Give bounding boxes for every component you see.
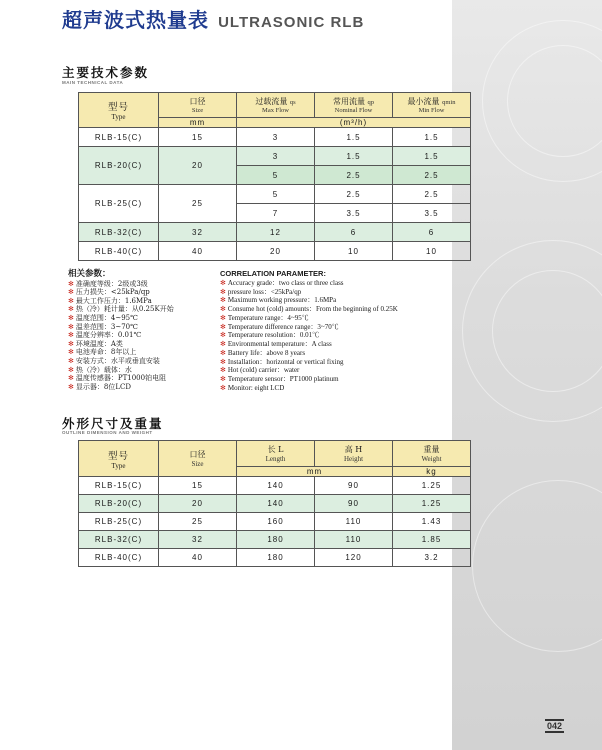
params-cn-item: ✻ 显示器：8位LCD — [68, 382, 131, 391]
table-row: RLB-40(C) 40 20 10 10 — [79, 242, 471, 261]
params-cn-item: ✻ 温度传感器：PT1000铂电阻 — [68, 374, 167, 383]
table-row: RLB-25(C) 25 160 110 1.43 — [79, 513, 471, 531]
star-bullet-icon: ✻ — [220, 375, 226, 383]
table-row: RLB-40(C) 40 180 120 3.2 — [79, 549, 471, 567]
star-bullet-icon: ✻ — [220, 366, 226, 375]
params-cn-item: ✻ 温差范围：3~70℃ — [68, 322, 138, 331]
page-title-cn: 超声波式热量表 — [62, 8, 209, 32]
page-number: 042 — [547, 721, 563, 731]
star-bullet-icon: ✻ — [68, 356, 74, 365]
params-en-title: CORRELATION PARAMETER: — [220, 269, 326, 278]
params-en-item: ✻ Temperature sensor：PT1000 platinum — [220, 375, 339, 383]
header-weight: 重量 Weight — [393, 441, 471, 467]
spec-section-subtitle: MAIN TECHNICAL DATA — [62, 80, 124, 85]
star-bullet-icon: ✻ — [220, 340, 226, 348]
header-nominal-flow: 常用流量 qp Nominal Flow — [315, 93, 393, 118]
star-bullet-icon: ✻ — [220, 296, 226, 305]
params-en-item: ✻ Consume hot (cold) amounts：From the beginning of 0.25K — [220, 305, 398, 313]
params-cn-item: ✻ 热（冷）耗计量：从0.25K开始 — [68, 305, 174, 314]
table-row: 7 3.5 3.5 — [79, 204, 471, 223]
star-bullet-icon: ✻ — [68, 374, 74, 383]
star-bullet-icon: ✻ — [220, 313, 226, 322]
page-header — [62, 4, 364, 33]
star-bullet-icon: ✻ — [220, 348, 226, 357]
table-row: RLB-15(C) 15 3 1.5 1.5 — [79, 128, 471, 147]
params-en-item: ✻ pressure loss：<25kPa/qp — [220, 287, 302, 296]
table-row: 5 2.5 2.5 — [79, 166, 471, 185]
params-cn-item: ✻ 安装方式：水平或垂直安装 — [68, 356, 160, 365]
unit-length: mm — [237, 467, 393, 477]
params-en-item: ✻ Accuracy grade：two class or three class — [220, 278, 344, 287]
params-en-item: ✻ Hot (cold) carrier：water — [220, 366, 300, 375]
header-max-flow: 过载流量 qs Max Flow — [237, 93, 315, 118]
table-row: RLB-20(C) 20 140 90 1.25 — [79, 495, 471, 513]
dim-table — [78, 440, 471, 567]
params-en-block — [220, 270, 398, 393]
params-cn-item: ✻ 最大工作压力：1.6MPa — [68, 296, 152, 305]
unit-flow: (m³/h) — [237, 118, 471, 128]
star-bullet-icon: ✻ — [68, 305, 74, 314]
table-row: RLB-20(C) 20 3 1.5 1.5 — [79, 147, 471, 166]
params-cn-item: ✻ 压力损失：<25kPa/qp — [68, 288, 150, 297]
star-bullet-icon: ✻ — [68, 313, 74, 322]
dim-section-title: 外形尺寸及重量 — [62, 416, 164, 431]
params-en-item: ✻ Temperature range：4~95℃ — [220, 313, 309, 322]
params-cn-item: ✻ 温度范围：4~95℃ — [68, 313, 138, 322]
header-model: 型号 Type — [79, 441, 159, 477]
dim-section-subtitle: OUTLINE DIMENSION AND WEIGHT — [62, 430, 153, 435]
params-cn-title: 相关参数： — [68, 269, 111, 279]
page-title-en: ULTRASONIC RLB — [218, 14, 365, 31]
star-bullet-icon: ✻ — [68, 288, 74, 297]
params-en-item: ✻ Temperature difference range：3~70℃ — [220, 322, 339, 331]
star-bullet-icon: ✻ — [68, 348, 74, 357]
header-size: 口径 Size — [159, 93, 237, 118]
params-en-item: ✻ Environmental temperature：A class — [220, 340, 332, 348]
star-bullet-icon: ✻ — [220, 331, 226, 340]
star-bullet-icon: ✻ — [220, 322, 226, 331]
star-bullet-icon: ✻ — [68, 365, 74, 374]
header-size: 口径 Size — [159, 441, 237, 477]
params-cn-block — [68, 270, 174, 391]
header-height: 高 H Height — [315, 441, 393, 467]
header-min-flow: 最小流量 qmin Min Flow — [393, 93, 471, 118]
table-row: RLB-32(C) 32 12 6 6 — [79, 223, 471, 242]
star-bullet-icon: ✻ — [220, 278, 226, 287]
unit-weight: kg — [393, 467, 471, 477]
params-cn-item: ✻ 环境温度：A类 — [68, 339, 123, 348]
table-row: RLB-15(C) 15 140 90 1.25 — [79, 477, 471, 495]
spec-section-title: 主要技术参数 — [62, 65, 150, 80]
star-bullet-icon: ✻ — [68, 331, 74, 340]
table-row: RLB-25(C) 25 5 2.5 2.5 — [79, 185, 471, 204]
params-cn-item: ✻ 电池寿命：8年以上 — [68, 348, 137, 357]
params-en-item: ✻ Battery life：above 8 years — [220, 348, 306, 357]
star-bullet-icon: ✻ — [220, 383, 226, 392]
header-length: 长 L Length — [237, 441, 315, 467]
star-bullet-icon: ✻ — [220, 287, 226, 296]
decorative-sidebar — [452, 0, 602, 750]
spec-table — [78, 92, 471, 261]
star-bullet-icon: ✻ — [68, 296, 74, 305]
params-en-item: ✻ Installation：horizontal or vertical fixing — [220, 357, 344, 366]
table-row: RLB-32(C) 32 180 110 1.85 — [79, 531, 471, 549]
star-bullet-icon: ✻ — [68, 339, 74, 348]
params-cn-item: ✻ 准确度等级：2级或3级 — [68, 279, 148, 288]
star-bullet-icon: ✻ — [68, 279, 74, 288]
params-en-item: ✻ Temperature resolution：0.01℃ — [220, 331, 320, 340]
star-bullet-icon: ✻ — [68, 382, 74, 391]
header-model: 型号 Type — [79, 93, 159, 128]
unit-size: mm — [159, 118, 237, 128]
params-cn-item: ✻ 热（冷）载体：水 — [68, 365, 132, 374]
star-bullet-icon: ✻ — [220, 357, 226, 366]
params-en-item: ✻ Maximum working pressure：1.6MPa — [220, 296, 337, 305]
star-bullet-icon: ✻ — [220, 305, 226, 313]
params-en-item: ✻ Monitor: eight LCD — [220, 383, 285, 392]
params-cn-item: ✻ 温度分辨率：0.01℃ — [68, 331, 142, 340]
star-bullet-icon: ✻ — [68, 322, 74, 331]
